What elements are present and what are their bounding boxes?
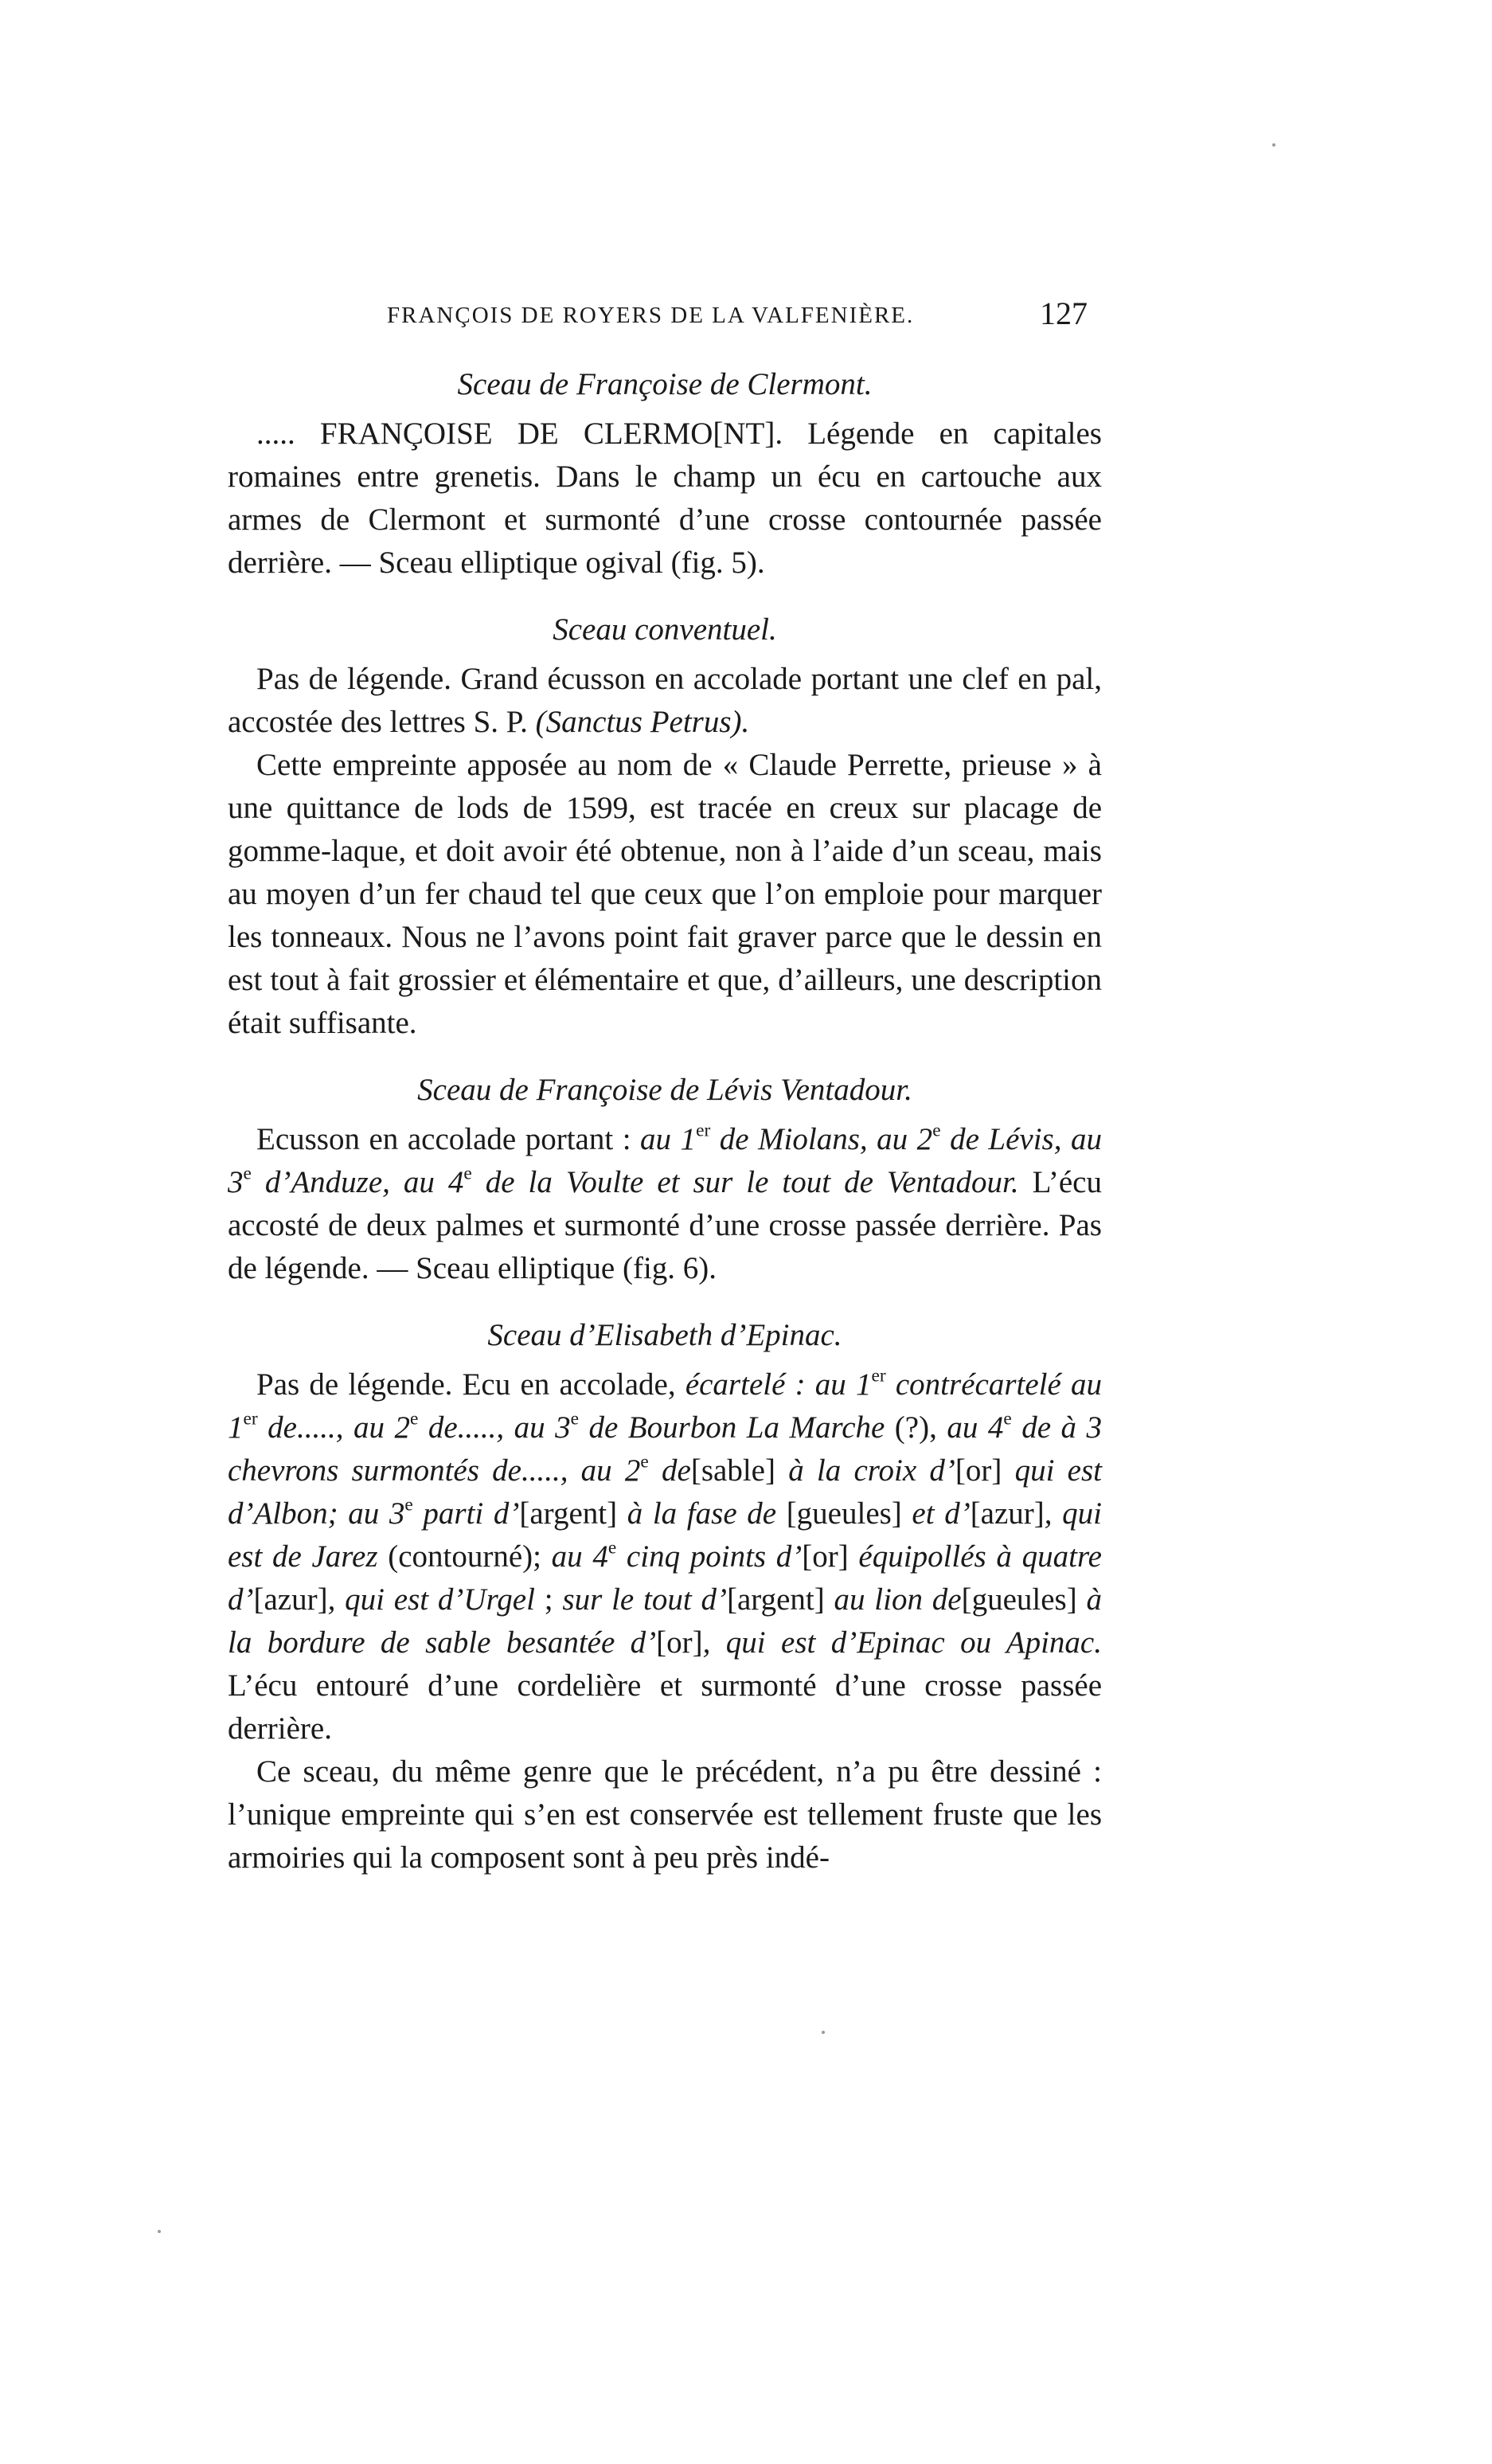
page-number: 127 — [1040, 295, 1088, 331]
superscript: er — [243, 1408, 258, 1430]
text-run: [argent] — [519, 1496, 618, 1531]
paragraph-clermont: ..... FRANÇOISE DE CLERMO[NT]. Légende en capitales romaines entre grenetis. Dans le champ un écu en cartouche aux armes de Clermont et surmonté d’une crosse contournée passée derrière. — Sceau elliptique ogival (fig. 5). — [228, 417, 1102, 580]
text-run-italic: au lion de — [824, 1582, 962, 1617]
text-run: Pas de légende. Ecu en accolade, — [256, 1367, 685, 1402]
text-run-italic: , qui est de Jarez — [228, 1496, 1102, 1574]
superscript: e — [404, 1494, 413, 1516]
text-block — [228, 363, 1102, 1879]
section-heading-clermont: Sceau de Françoise de Clermont. — [457, 367, 873, 401]
section-heading-epinac: Sceau d’Elisabeth d’Epinac. — [487, 1318, 842, 1352]
text-run-italic: sur le tout d’ — [562, 1582, 727, 1617]
superscript: e — [607, 1537, 617, 1559]
superscript: e — [243, 1163, 252, 1184]
text-run: (contourné); — [377, 1539, 552, 1574]
text-run-italic: de Miolans, au 2 — [710, 1122, 933, 1156]
text-run: Ecusson en accolade portant : — [256, 1122, 641, 1156]
superscript: e — [1003, 1408, 1012, 1430]
superscript: er — [696, 1120, 711, 1141]
superscript: er — [871, 1365, 886, 1386]
text-run-italic: et d’ — [901, 1496, 971, 1531]
text-run-italic: , qui est d’Epinac ou Apinac. — [702, 1625, 1102, 1660]
text-run-italic: de....., au 2 — [257, 1410, 410, 1445]
text-run-italic: de à 3 chevrons surmontés de....., au 2 — [228, 1410, 1102, 1488]
section-heading-ventadour: Sceau de Françoise de Lévis Ventadour. — [417, 1073, 912, 1107]
paragraph-ventadour — [228, 1118, 1102, 1290]
text-run-italic: contrécartelé au 1 — [228, 1367, 1102, 1445]
text-run-italic: parti d’ — [412, 1496, 520, 1531]
text-run-italic: (Sanctus Petrus). — [535, 705, 750, 739]
text-run: [gueules] — [786, 1496, 902, 1531]
text-run: (?), — [885, 1410, 947, 1445]
text-run-italic: de — [648, 1453, 691, 1488]
text-run-italic: d’Anduze, au 4 — [251, 1165, 464, 1199]
superscript: e — [409, 1408, 419, 1430]
paper-speck — [1272, 143, 1275, 147]
text-run-italic: à la bordure de sable besantée d’ — [228, 1582, 1103, 1660]
text-run-italic: , qui est d’Urgel — [327, 1582, 535, 1617]
text-run: [or] — [656, 1625, 703, 1660]
text-run: [azur] — [253, 1582, 328, 1617]
paragraph-conventuel-1 — [228, 658, 1102, 744]
text-run-italic: écartelé : au 1 — [685, 1367, 872, 1402]
paragraph-conventuel-2: Cette empreinte apposée au nom de « Claude Perrette, prieuse » à une quittance de lods de 1599, est tracée en creux sur placage de gomme-laque, et doit avoir été obtenue, non à l’aide d’un sceau, mais au moyen d’un fer chaud tel que ceux que l’on emploie pour marquer les tonneaux. Nous ne l’avons point fait graver parce que le dessin en est tout à fait grossier et élémentaire et que, d’ailleurs, une description était suffisante. — [228, 748, 1102, 1040]
paper-speck — [822, 2031, 825, 2034]
paper-speck — [158, 2230, 161, 2233]
text-run: [gueules] — [961, 1582, 1077, 1617]
superscript: e — [463, 1163, 472, 1184]
text-run: [sable] — [690, 1453, 775, 1488]
text-run-italic: à la fase de — [617, 1496, 787, 1531]
text-run-italic: au 1 — [640, 1122, 697, 1156]
superscript: e — [570, 1408, 580, 1430]
text-run: [or] — [955, 1453, 1002, 1488]
text-run-italic: cinq points d’ — [616, 1539, 803, 1574]
paragraph-epinac-1 — [228, 1363, 1102, 1750]
superscript: e — [932, 1120, 941, 1141]
section-heading-conventuel: Sceau conventuel. — [553, 612, 777, 647]
text-run-italic: à la croix d’ — [775, 1453, 955, 1488]
text-run: [azur] — [970, 1496, 1045, 1531]
paragraph-epinac-2: Ce sceau, du même genre que le précédent, n’a pu être dessiné : l’unique empreinte qui s’en est conservée est tellement fruste que les armoiries qui la composent sont à peu près indé- — [228, 1754, 1102, 1875]
text-run-italic: de la Voulte et sur le tout de Ventadour. — [471, 1165, 1019, 1199]
text-run: ; — [534, 1582, 563, 1617]
text-run: [or] — [802, 1539, 849, 1574]
text-run: L’écu accosté de deux palmes et surmonté d’une crosse passée derrière. Pas de légende. — Sceau elliptique (fig. 6). — [228, 1165, 1102, 1285]
superscript: e — [640, 1451, 649, 1473]
text-run-italic: de Bourbon La Marche — [579, 1410, 885, 1445]
text-run: Pas de légende. Grand écusson en accolade portant une clef en pal, accostée des lettres S. P. — [228, 662, 1102, 739]
text-run-italic: de Lévis, au 3 — [228, 1122, 1102, 1199]
text-run-italic: au 4 — [947, 1410, 1004, 1445]
text-run: L’écu entouré d’une cordelière et surmonté d’une crosse passée derrière. — [228, 1668, 1102, 1746]
text-run-italic: de....., au 3 — [418, 1410, 571, 1445]
text-run-italic: qui est d’Albon; au 3 — [228, 1453, 1102, 1531]
text-run-italic: équipollés à quatre d’ — [228, 1539, 1102, 1617]
text-run: [argent] — [726, 1582, 825, 1617]
running-title: FRANÇOIS DE ROYERS DE LA VALFENIÈRE. — [387, 303, 915, 328]
text-run-italic: au 4 — [551, 1539, 608, 1574]
